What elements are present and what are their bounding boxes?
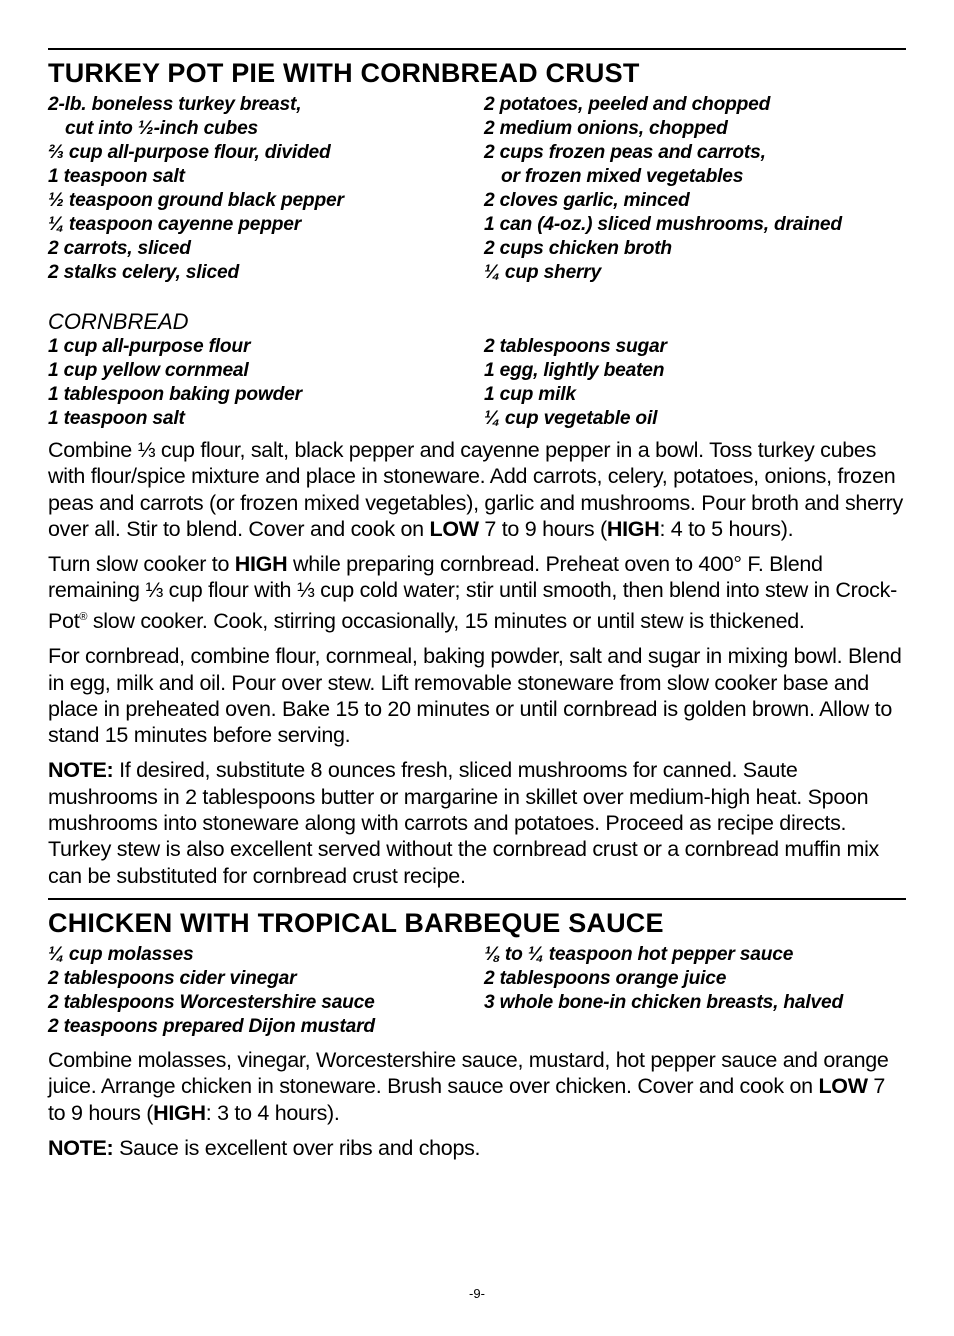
- ingredient: ½ teaspoon ground black pepper: [48, 190, 344, 211]
- ingredient: ¼ cup vegetable oil: [484, 408, 658, 429]
- chicken-instructions: [48, 1047, 906, 1126]
- ingredient: ¼ cup sherry: [484, 262, 602, 283]
- cornbread-heading: CORNBREAD: [48, 309, 189, 334]
- high-label: HIGH: [153, 1100, 206, 1125]
- recipe-page: [48, 48, 906, 1170]
- chicken-ingredients-right: [484, 943, 906, 1039]
- ingredient: 2 tablespoons sugar: [484, 336, 667, 357]
- ingredient: 1 teaspoon salt: [48, 408, 185, 429]
- turkey-ingredients-left: [48, 93, 484, 285]
- ingredient: 2 tablespoons orange juice: [484, 967, 727, 989]
- text: Turn slow cooker to: [48, 552, 235, 577]
- ingredient: 2-lb. boneless turkey breast,: [48, 94, 302, 115]
- text: 7 to 9 hours (: [48, 1074, 886, 1125]
- ingredient: 2 stalks celery, sliced: [48, 262, 239, 283]
- note-label: NOTE:: [48, 1135, 114, 1160]
- text: 7 to 9 hours (: [478, 516, 607, 541]
- ingredient: 1 cup yellow cornmeal: [48, 360, 249, 381]
- chicken-ingredients-left: [48, 943, 484, 1039]
- section-divider: [48, 898, 906, 900]
- note-text: Sauce is excellent over ribs and chops.: [113, 1135, 481, 1160]
- note-text: If desired, substitute 8 ounces fresh, sliced mushrooms for canned. Saute mushrooms in 2 tablespoons butter or margarine in skillet over medium-high heat. Spoon mushrooms into stoneware along with carrots and potatoes. Proceed as recipe directs. Turkey stew is also excellent served without the cornbread crust or a cornbread muffin mix can be substituted for cornbread crust recipe.: [48, 758, 879, 888]
- ingredient: ¼ teaspoon cayenne pepper: [48, 214, 302, 235]
- ingredient: 1 can (4-oz.) sliced mushrooms, drained: [484, 214, 842, 235]
- chicken-note: [48, 1135, 906, 1161]
- page-number: -9-: [469, 1286, 485, 1301]
- registered-mark: ®: [79, 610, 88, 623]
- cornbread-ingredients-right: [484, 335, 906, 431]
- turkey-instructions-1: [48, 437, 906, 542]
- ingredient: 2 potatoes, peeled and chopped: [484, 94, 771, 115]
- text: while preparing cornbread. Preheat oven to 400° F. Blend remaining ⅓ cup flour with ⅓ cup cold water; stir until smooth, then blend into stew in Crock-Pot: [48, 552, 897, 633]
- text: : 3 to 4 hours).: [205, 1100, 340, 1125]
- ingredient: 2 cups chicken broth: [484, 238, 672, 259]
- ingredient: 1 cup all-purpose flour: [48, 336, 251, 357]
- turkey-note: [48, 757, 906, 888]
- high-label: HIGH: [606, 516, 660, 541]
- ingredient: 2 cloves garlic, minced: [484, 190, 690, 211]
- ingredient: 1 teaspoon salt: [48, 166, 185, 187]
- low-label: LOW: [429, 516, 479, 541]
- ingredient: 1 tablespoon baking powder: [48, 384, 302, 405]
- ingredient: ¼ cup molasses: [48, 943, 194, 965]
- ingredient: cut into ½-inch cubes: [65, 118, 259, 139]
- ingredient: 1 cup milk: [484, 384, 576, 405]
- recipe-title-turkey-pot-pie: TURKEY POT PIE WITH CORNBREAD CRUST: [48, 58, 640, 88]
- ingredient: 2 cups frozen peas and carrots,: [484, 142, 766, 163]
- cornbread-ingredients: [48, 335, 906, 431]
- cornbread-ingredients-left: [48, 335, 484, 431]
- ingredient: 1 egg, lightly beaten: [484, 360, 665, 381]
- high-label: HIGH: [234, 552, 288, 577]
- ingredient: ⅛ to ¼ teaspoon hot pepper sauce: [484, 943, 794, 965]
- ingredient: 3 whole bone-in chicken breasts, halved: [484, 991, 844, 1013]
- turkey-ingredients-right: [484, 93, 906, 285]
- note-label: NOTE:: [48, 758, 114, 783]
- text: slow cooker. Cook, stirring occasionally, 15 minutes or until stew is thickened.: [87, 608, 805, 633]
- recipe-title-chicken-bbq: CHICKEN WITH TROPICAL BARBEQUE SAUCE: [48, 907, 664, 938]
- ingredient: 2 tablespoons Worcestershire sauce: [48, 991, 375, 1013]
- ingredient: 2 carrots, sliced: [48, 238, 191, 259]
- turkey-instructions-2: [48, 551, 906, 634]
- ingredient: 2 teaspoons prepared Dijon mustard: [48, 1015, 375, 1037]
- chicken-recipe: [48, 898, 906, 1161]
- text: : 4 to 5 hours).: [659, 516, 794, 541]
- turkey-ingredients: [48, 93, 906, 285]
- ingredient: 2 medium onions, chopped: [484, 118, 728, 139]
- chicken-ingredients: [48, 943, 906, 1039]
- ingredient: ⅔ cup all-purpose flour, divided: [48, 142, 331, 163]
- ingredient: 2 tablespoons cider vinegar: [48, 967, 297, 989]
- turkey-instructions-3: For cornbread, combine flour, cornmeal, baking powder, salt and sugar in mixing bowl. Blend in egg, milk and oil. Pour over stew. Lift removable stoneware from slow cooker base and place in preheated oven. Bake 15 to 20 minutes or until cornbread is golden brown. Allow to stand 15 minutes before serving.: [48, 644, 902, 748]
- low-label: LOW: [818, 1074, 868, 1099]
- text: Combine molasses, vinegar, Worcestershire sauce, mustard, hot pepper sauce and orange juice. Arrange chicken in stoneware. Brush sauce over chicken. Cover and cook on: [48, 1047, 889, 1099]
- ingredient: or frozen mixed vegetables: [501, 166, 744, 187]
- top-divider: [48, 48, 906, 50]
- text: Combine ⅓ cup flour, salt, black pepper and cayenne pepper in a bowl. Toss turkey cubes with flour/spice mixture and place in stoneware. Add carrots, celery, potatoes, onions, frozen peas and carrots (or frozen mixed vegetables), garlic and mushrooms. Pour broth and sherry over all. Stir to blend. Cover and cook on: [48, 438, 903, 541]
